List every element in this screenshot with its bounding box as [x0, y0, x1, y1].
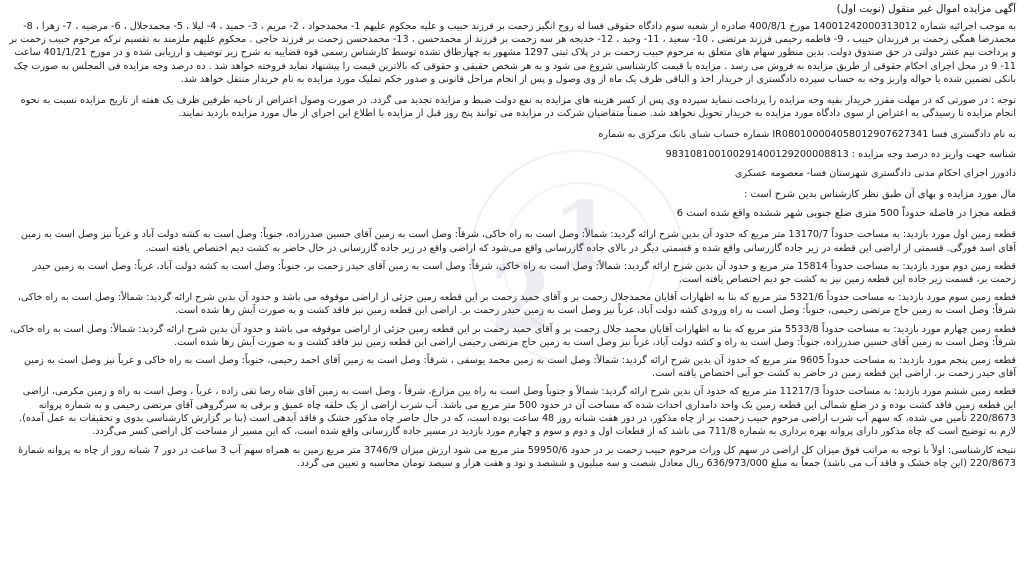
parcel-6: قطعه زمین ششم مورد بازدید: به مساحت حدوداً 11217/3 متر مربع که حدود آن بدین شرح ارائه گردید: شمالاً و جنوباً وصل است به راه بین مزارع، شرقاً ، وصل است به زمین آقای شاه رضا تقی زاده ، غرباً ، وصل است به راه و زمین مکرمی، اراضی این قطعه زمین فاقد کشت بوده و در ضلع شمالی این قطعه زمین یک واحد دامداری احداث شده که مساحت آن در حدود 500 متر مربع می باشد. آب شرب اراضی از یک حلقه چاه عمیق و برقی به سرگروهی آقای مرتضی رحیمی و به شماره پروانه 220/8673 تأمین می شده، که سهم آب شرب اراضی مرحوم حبیب زحمت بر از چاه مذکور، در دور هفت شبانه روز 48 ساعت بوده است، که در حال حاضر چاه مذکور خشک و فاقد آبدهی است (بنا بر گزارش کارشناسی بدوی و تحقیقات به عمل آمده). لازم به توضیح است که چاه مذکور دارای پروانه بهره برداری به شماره 711/8 می باشد که از قطعات اول و دوم و سوم و چهارم مورد بازدید در مسیر جاده گازرسانی واقع شده است، که این مسیر از مساحت کل اراضی کسر می‌گردد.	[19, 386, 1016, 438]
parcel-5: قطعه زمین پنجم مورد بازدید: به مساحت حدوداً 9605 متر مربع که حدود آن بدین شرح ارائه گردید: شمالاً: وصل است به زمین محمد یوسفی ، شرقاً: وصل است به زمین آقای احمد رحیمی، جنوباً: وصل است به راه خاکی و غرباً نیز وصل است به زمین آقای حیدر زحمت بر. اراضی این قطعه زمین در حاضر به کشت جو آبی اختصاص یافته است.	[23, 355, 1016, 380]
watermark-seal: 1 2	[470, 150, 684, 364]
parcel-3: قطعه زمین سوم مورد بازدید: به مساحت حدوداً 5321/6 متر مربع که بنا به اظهارات آقایان محمد‌جلال زحمت بر و آقای حمید زحمت بر این قطعه زمین جزئی از اراضی موقوفه می باشد و حدود آن بدین شرح ارائه گردید: شمالاً: وصل است به راه خاکی، شرقاً: وصل است به زمین حاج مرتضی رحیمی، جنوباً: وصل است به راه ورودی کشه دولت آباد، غرباً نیز وصل است به زمین حیدر زحمت بر. اراضی این قطعه زمین نیز فاقد کشت و به صورت آیش رها شده است.	[17, 292, 1016, 317]
parcel-4: قطعه زمین چهارم مورد بازدید: به مساحت حدوداً 5533/8 متر مربع که بنا به اظهارات آقایان محمد جلال زحمت بر و آقای حمید زحمت بر این قطعه زمین جزئی از اراضی موقوفه می باشد و حدود آن بدین شرح ارائه گردید: شمالاً: وصل است به راه خاکی، شرقاً: وصل است به زمین آقای حسین صدرزاده، جنوباً: وصل است به راه و کشه دولت آباد، غرباً نیز وصل است به زمین حاج مرتضی رحیمی اراضی این قطعه زمین نیز فاقد کشت و به صورت آیش رها شده است.	[9, 323, 1016, 348]
notice-title: آگهی مزایده اموال غیر منقول (نوبت اول)	[836, 3, 1016, 15]
notice-paragraph-1: به موجب اجرائیه شماره 14001242000313012 مورخ 400/8/1 صادره از شعبه سوم دادگاه حقوقی فسا له روح انگیز زحمت بر فرزند حبیب و علیه محکوم علیهم 1- محمد‌جواد ، 2- مریم ، 3- حمید ، 4- لیلا ، 5- محمد‌جلال ، 6- مرضیه ، 7- زهرا ، 8- محمد‌رضا همگی زحمت بر فرزندان حبیب ، 9- فاطمه رحیمی فرزند مرتضی ، 10- سعید ، 11- وحید ، 12- خدیجه هر سه زحمت بر فرزند از محمد‌حسن ، 13- محمد‌حسن زحمت بر فرزند حاجی . محکوم علیهم ملزمند به تقسیم ترکه مرحوم حبیب زحمت بر و پرداخت نیم عشر دولتی در حق صندوق دولت. بدین منظور سهام های متعلق به مرحوم حبیب زحمت بر در پلاک ثبتی 1297 مشهور به چهارطاق تشده توسط کارشناس رسمی قوه قضاییه به شرح زیر توصیف و ارزیابی شده و در مورخ 401/1/21 ساعت 11- 9 در محل اجرای احکام حقوقی از طریق مزایده به فروش می رسد . مزایده با قیمت کارشناسی شروع می شود و به هر شخص حقیقی و حقوقی که بالاترین قیمت را پیشنهاد نماید فروخته خواهد شد . ده درصد وجه مزایده فی المجلس به صورت چک بانکی تضمین شده یا حواله واریز وجه به حساب سپرده دادگستری از خریدار اخذ و الباقی ظرف یک ماه از وی وصول و پس از انجام مراحل قانونی و صدور حکم تملیک مورد مزایده به نام خریدار منتقل خواهد شد.	[9, 21, 1016, 85]
parcel-2: قطعه زمین دوم مورد بازدید: به مساحت حدوداً 15814 متر مربع و حدود آن بدین شرح ارائه گردید: شمالاً: وصل است به راه خاکی، شرقاً: وصل است به زمین آقای حیدر زحمت بر، جنوباً: وصل است به کشه دولت آباد، غرباً: وصل است به زمین حیدر زحمت بر، قسمت زیر جاده این قطعه زمین نیز به کشت جو دیم اختصاص یافته است.	[32, 260, 1016, 286]
judge-signature: دادورز اجرای احکام مدنی دادگستری شهرستان فسا- معصومه عسکری	[734, 167, 1016, 179]
parcels-heading: قطعه مجزا در فاصله حدوداً 500 متری ضلع جنوبی شهر ششده واقع شده است 6	[676, 208, 1016, 220]
notice-paragraph-2: توجه : در صورتی که در مهلت مقرر خریدار بقیه وجه مزایده را پرداخت ننماید سپرده وی پس از کسر هزینه های مزایده به نفع دولت ضبط و مزایده تجدید می گردد. در صورت وصول اعتراض از ناحیه طرفین ظرف یک هفته از تاریخ مزایده نسبت به نحوه انجام مزایده تا رسیدگی به اعتراض از سوی دادگاه مورد مزایده به خریدار تحویل نخواهد شد. ضمناً متقاضیان شرکت در مزایده می توانند پنج روز قبل از مزایده با اطلاع این اجرای از مال مورد مزایده بازدید نمایند.	[20, 95, 1016, 120]
property-intro: مال مورد مزایده و بهای آن طبق نظر کارشناس بدین شرح است :	[744, 189, 1016, 201]
expert-conclusion: نتیجه کارشناسی: اولاً با توجه به مراتب فوق میزان کل اراضی در سهم کل وراث مرحوم حبیب زحمت بر در حدود 59950/6 متر مربع می شود ارزش میزان 3746/9 متر مربع زمین به همراه سهم آب 3 ساعت در دور 7 شبانه روز از چاه به پروانه شمارهٔ 220/8673 (این چاه خشک و فاقد آب می باشد) جمعاً به مبلغ 636/973/000 ریال معادل شصت و سه میلیون و ششصد و نود و هفت هزار و سیصد تومان محاسبه و تعیین می گردد.	[18, 445, 1016, 470]
bank-account: به نام دادگستری فسا IR080100004058012907627341 شماره حساب شبای بانک مرکزی به شماره	[598, 129, 1016, 141]
deposit-id: شناسه جهت واریز ده درصد وجه مزایده : 983108100100291400129200008813	[665, 148, 1016, 160]
parcel-1: قطعه زمین اول مورد بازدید: به مساحت حدوداً 13170/7 متر مربع که حدود آن بدین شرح ارائه گردید: شمالاً: وصل است به راه خاکی، شرقاً: وصل است به زمین آقای حسین صدرزاده، جنوباً: وصل است به کشه دولت آباد و غرباً نیز وصل است به زمین آقای اسد فورگی. قسمتی از اراضی این قطعه در زیر جاده گازرسانی واقع شده و قسمتی دیگر در بالای جاده گازرسانی واقع می‌شود که اراضی واقع در زیر جاده گازرسانی در حال حاضر به کشت دیم اختصاص یافته است.	[20, 229, 1016, 254]
